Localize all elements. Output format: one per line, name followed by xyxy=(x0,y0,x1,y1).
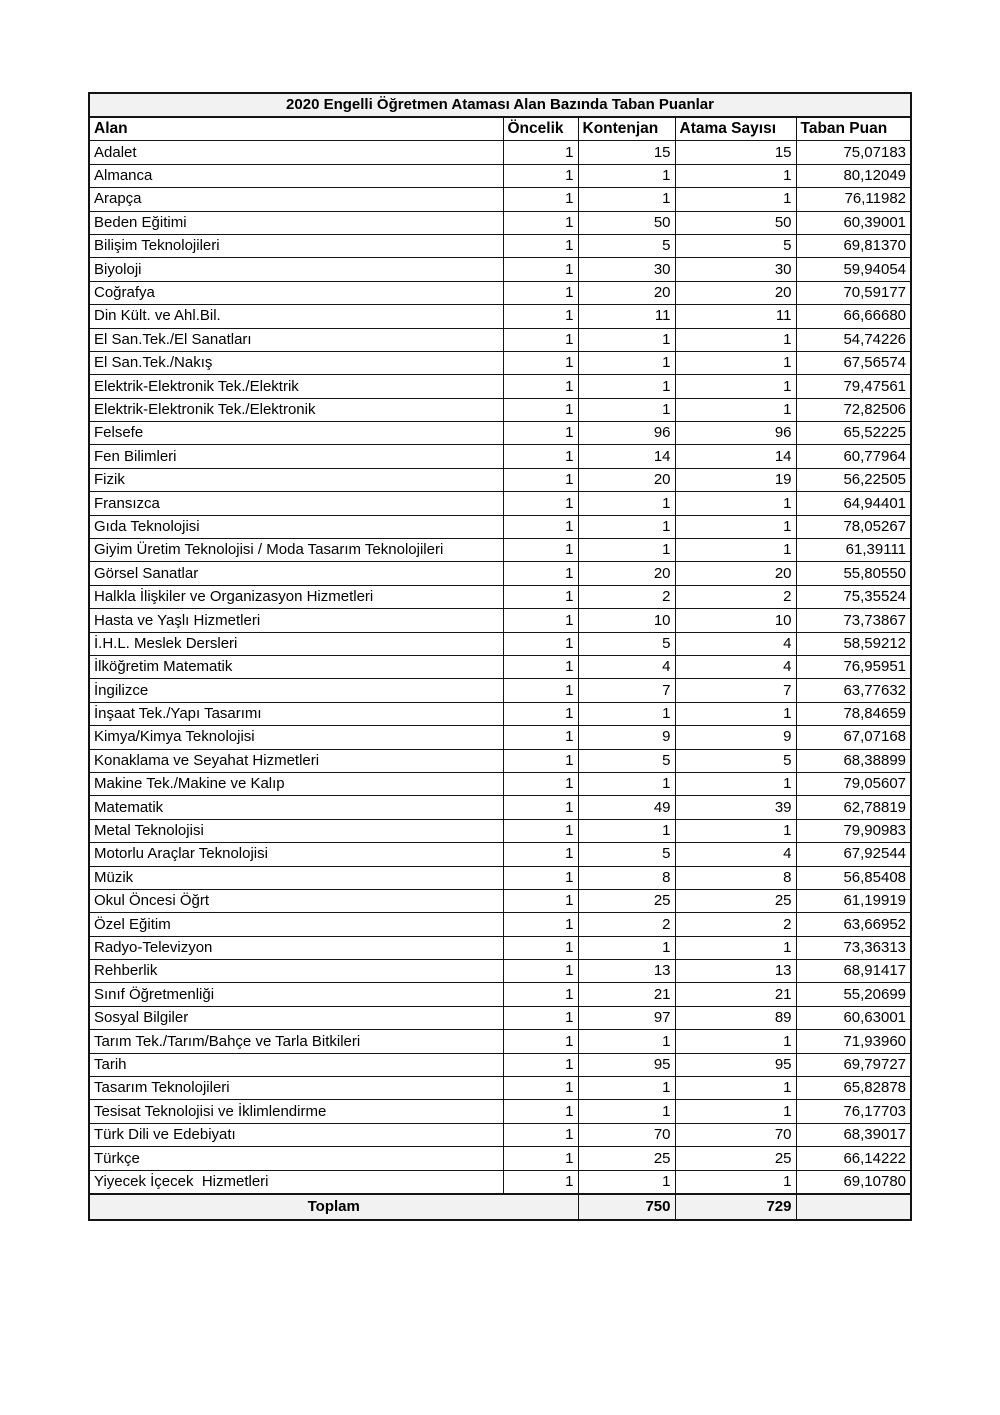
cell-atama-sayisi: 1 xyxy=(675,515,796,538)
cell-alan: Yiyecek İçecek Hizmetleri xyxy=(89,1170,503,1194)
cell-taban-puan: 69,10780 xyxy=(796,1170,911,1194)
table-body xyxy=(89,141,911,1194)
table-row xyxy=(89,609,911,632)
total-taban-empty xyxy=(796,1194,911,1220)
cell-atama-sayisi: 1 xyxy=(675,1077,796,1100)
total-row xyxy=(89,1194,911,1220)
table-row xyxy=(89,1170,911,1194)
cell-oncelik: 1 xyxy=(503,772,578,795)
cell-alan: El San.Tek./Nakış xyxy=(89,351,503,374)
cell-taban-puan: 66,14222 xyxy=(796,1147,911,1170)
cell-atama-sayisi: 89 xyxy=(675,1006,796,1029)
table-row xyxy=(89,492,911,515)
total-kontenjan: 750 xyxy=(578,1194,675,1220)
title-row xyxy=(89,93,911,117)
cell-kontenjan: 1 xyxy=(578,492,675,515)
cell-oncelik: 1 xyxy=(503,1030,578,1053)
cell-taban-puan: 78,05267 xyxy=(796,515,911,538)
cell-taban-puan: 68,38899 xyxy=(796,749,911,772)
cell-atama-sayisi: 2 xyxy=(675,585,796,608)
cell-oncelik: 1 xyxy=(503,796,578,819)
cell-atama-sayisi: 70 xyxy=(675,1123,796,1146)
cell-oncelik: 1 xyxy=(503,913,578,936)
cell-oncelik: 1 xyxy=(503,351,578,374)
cell-atama-sayisi: 1 xyxy=(675,772,796,795)
cell-alan: Konaklama ve Seyahat Hizmetleri xyxy=(89,749,503,772)
cell-kontenjan: 2 xyxy=(578,585,675,608)
cell-taban-puan: 64,94401 xyxy=(796,492,911,515)
cell-taban-puan: 75,35524 xyxy=(796,585,911,608)
table-row xyxy=(89,398,911,421)
cell-alan: Giyim Üretim Teknolojisi / Moda Tasarım Teknolojileri xyxy=(89,539,503,562)
cell-oncelik: 1 xyxy=(503,1147,578,1170)
cell-taban-puan: 65,82878 xyxy=(796,1077,911,1100)
cell-oncelik: 1 xyxy=(503,141,578,164)
cell-atama-sayisi: 14 xyxy=(675,445,796,468)
cell-taban-puan: 67,07168 xyxy=(796,726,911,749)
cell-alan: Beden Eğitimi xyxy=(89,211,503,234)
header-row xyxy=(89,117,911,141)
cell-oncelik: 1 xyxy=(503,889,578,912)
cell-atama-sayisi: 5 xyxy=(675,749,796,772)
cell-kontenjan: 97 xyxy=(578,1006,675,1029)
cell-kontenjan: 5 xyxy=(578,632,675,655)
total-label: Toplam xyxy=(89,1194,578,1220)
cell-taban-puan: 79,47561 xyxy=(796,375,911,398)
cell-atama-sayisi: 1 xyxy=(675,539,796,562)
cell-kontenjan: 21 xyxy=(578,983,675,1006)
cell-atama-sayisi: 8 xyxy=(675,866,796,889)
table-row xyxy=(89,562,911,585)
cell-atama-sayisi: 1 xyxy=(675,188,796,211)
cell-atama-sayisi: 96 xyxy=(675,422,796,445)
table-row xyxy=(89,422,911,445)
cell-oncelik: 1 xyxy=(503,422,578,445)
cell-kontenjan: 1 xyxy=(578,1030,675,1053)
cell-alan: Halkla İlişkiler ve Organizasyon Hizmetleri xyxy=(89,585,503,608)
cell-atama-sayisi: 20 xyxy=(675,281,796,304)
cell-taban-puan: 60,39001 xyxy=(796,211,911,234)
cell-atama-sayisi: 1 xyxy=(675,398,796,421)
cell-oncelik: 1 xyxy=(503,164,578,187)
cell-atama-sayisi: 25 xyxy=(675,1147,796,1170)
cell-alan: Okul Öncesi Öğrt xyxy=(89,889,503,912)
cell-alan: Din Kült. ve Ahl.Bil. xyxy=(89,305,503,328)
cell-taban-puan: 67,92544 xyxy=(796,843,911,866)
table-row xyxy=(89,960,911,983)
cell-alan: Tesisat Teknolojisi ve İklimlendirme xyxy=(89,1100,503,1123)
table-row xyxy=(89,141,911,164)
cell-kontenjan: 20 xyxy=(578,281,675,304)
cell-alan: Gıda Teknolojisi xyxy=(89,515,503,538)
cell-oncelik: 1 xyxy=(503,515,578,538)
cell-alan: Felsefe xyxy=(89,422,503,445)
table-row xyxy=(89,796,911,819)
cell-kontenjan: 20 xyxy=(578,562,675,585)
cell-atama-sayisi: 25 xyxy=(675,889,796,912)
taban-puanlar-table xyxy=(88,92,912,1221)
table-title: 2020 Engelli Öğretmen Ataması Alan Bazında Taban Puanlar xyxy=(89,93,911,117)
cell-oncelik: 1 xyxy=(503,1170,578,1194)
column-header-atama-sayisi: Atama Sayısı xyxy=(675,117,796,141)
cell-atama-sayisi: 1 xyxy=(675,328,796,351)
cell-alan: Müzik xyxy=(89,866,503,889)
table-row xyxy=(89,234,911,257)
cell-oncelik: 1 xyxy=(503,398,578,421)
cell-kontenjan: 25 xyxy=(578,889,675,912)
cell-alan: Fen Bilimleri xyxy=(89,445,503,468)
cell-oncelik: 1 xyxy=(503,1053,578,1076)
table-row xyxy=(89,211,911,234)
cell-kontenjan: 1 xyxy=(578,936,675,959)
cell-oncelik: 1 xyxy=(503,632,578,655)
cell-oncelik: 1 xyxy=(503,468,578,491)
cell-taban-puan: 56,85408 xyxy=(796,866,911,889)
column-header-oncelik: Öncelik xyxy=(503,117,578,141)
table-row xyxy=(89,445,911,468)
cell-atama-sayisi: 4 xyxy=(675,655,796,678)
cell-taban-puan: 54,74226 xyxy=(796,328,911,351)
table-row xyxy=(89,164,911,187)
cell-alan: Radyo-Televizyon xyxy=(89,936,503,959)
cell-atama-sayisi: 4 xyxy=(675,632,796,655)
cell-taban-puan: 79,90983 xyxy=(796,819,911,842)
table-row xyxy=(89,515,911,538)
cell-atama-sayisi: 4 xyxy=(675,843,796,866)
cell-kontenjan: 1 xyxy=(578,188,675,211)
cell-taban-puan: 62,78819 xyxy=(796,796,911,819)
table-row xyxy=(89,1100,911,1123)
cell-atama-sayisi: 11 xyxy=(675,305,796,328)
cell-atama-sayisi: 20 xyxy=(675,562,796,585)
cell-oncelik: 1 xyxy=(503,328,578,351)
cell-kontenjan: 7 xyxy=(578,679,675,702)
column-header-alan: Alan xyxy=(89,117,503,141)
table-row xyxy=(89,1053,911,1076)
cell-taban-puan: 80,12049 xyxy=(796,164,911,187)
cell-atama-sayisi: 1 xyxy=(675,1100,796,1123)
cell-atama-sayisi: 1 xyxy=(675,164,796,187)
cell-alan: Matematik xyxy=(89,796,503,819)
cell-taban-puan: 69,81370 xyxy=(796,234,911,257)
cell-kontenjan: 1 xyxy=(578,1100,675,1123)
cell-kontenjan: 1 xyxy=(578,164,675,187)
cell-kontenjan: 1 xyxy=(578,375,675,398)
cell-atama-sayisi: 95 xyxy=(675,1053,796,1076)
cell-kontenjan: 49 xyxy=(578,796,675,819)
cell-kontenjan: 1 xyxy=(578,539,675,562)
cell-kontenjan: 10 xyxy=(578,609,675,632)
cell-kontenjan: 4 xyxy=(578,655,675,678)
cell-atama-sayisi: 19 xyxy=(675,468,796,491)
cell-oncelik: 1 xyxy=(503,258,578,281)
cell-oncelik: 1 xyxy=(503,866,578,889)
table-row xyxy=(89,749,911,772)
cell-taban-puan: 65,52225 xyxy=(796,422,911,445)
cell-atama-sayisi: 1 xyxy=(675,1030,796,1053)
table-row xyxy=(89,1077,911,1100)
cell-kontenjan: 96 xyxy=(578,422,675,445)
cell-alan: Arapça xyxy=(89,188,503,211)
cell-oncelik: 1 xyxy=(503,843,578,866)
cell-taban-puan: 60,77964 xyxy=(796,445,911,468)
cell-oncelik: 1 xyxy=(503,585,578,608)
cell-kontenjan: 20 xyxy=(578,468,675,491)
cell-alan: El San.Tek./El Sanatları xyxy=(89,328,503,351)
cell-kontenjan: 1 xyxy=(578,351,675,374)
cell-atama-sayisi: 1 xyxy=(675,351,796,374)
cell-oncelik: 1 xyxy=(503,726,578,749)
cell-oncelik: 1 xyxy=(503,609,578,632)
cell-alan: Hasta ve Yaşlı Hizmetleri xyxy=(89,609,503,632)
table-row xyxy=(89,632,911,655)
cell-oncelik: 1 xyxy=(503,375,578,398)
cell-oncelik: 1 xyxy=(503,1123,578,1146)
cell-alan: Almanca xyxy=(89,164,503,187)
table-row xyxy=(89,1006,911,1029)
cell-oncelik: 1 xyxy=(503,983,578,1006)
cell-alan: İngilizce xyxy=(89,679,503,702)
cell-kontenjan: 15 xyxy=(578,141,675,164)
cell-alan: Makine Tek./Makine ve Kalıp xyxy=(89,772,503,795)
cell-alan: Biyoloji xyxy=(89,258,503,281)
cell-oncelik: 1 xyxy=(503,749,578,772)
cell-taban-puan: 55,80550 xyxy=(796,562,911,585)
cell-kontenjan: 8 xyxy=(578,866,675,889)
cell-alan: İ.H.L. Meslek Dersleri xyxy=(89,632,503,655)
cell-atama-sayisi: 50 xyxy=(675,211,796,234)
cell-taban-puan: 66,66680 xyxy=(796,305,911,328)
table-row xyxy=(89,983,911,1006)
cell-atama-sayisi: 13 xyxy=(675,960,796,983)
cell-oncelik: 1 xyxy=(503,679,578,702)
cell-taban-puan: 58,59212 xyxy=(796,632,911,655)
table-row xyxy=(89,936,911,959)
table-row xyxy=(89,351,911,374)
cell-taban-puan: 76,95951 xyxy=(796,655,911,678)
table-row xyxy=(89,281,911,304)
cell-oncelik: 1 xyxy=(503,188,578,211)
cell-atama-sayisi: 15 xyxy=(675,141,796,164)
cell-kontenjan: 1 xyxy=(578,702,675,725)
cell-alan: Sosyal Bilgiler xyxy=(89,1006,503,1029)
cell-alan: Rehberlik xyxy=(89,960,503,983)
cell-atama-sayisi: 1 xyxy=(675,375,796,398)
table-row xyxy=(89,1030,911,1053)
table-row xyxy=(89,375,911,398)
cell-atama-sayisi: 1 xyxy=(675,702,796,725)
cell-taban-puan: 75,07183 xyxy=(796,141,911,164)
table-row xyxy=(89,679,911,702)
cell-alan: Tarım Tek./Tarım/Bahçe ve Tarla Bitkileri xyxy=(89,1030,503,1053)
table-row xyxy=(89,866,911,889)
cell-taban-puan: 61,19919 xyxy=(796,889,911,912)
cell-oncelik: 1 xyxy=(503,655,578,678)
cell-kontenjan: 2 xyxy=(578,913,675,936)
table-row xyxy=(89,258,911,281)
cell-atama-sayisi: 39 xyxy=(675,796,796,819)
cell-oncelik: 1 xyxy=(503,1077,578,1100)
cell-taban-puan: 70,59177 xyxy=(796,281,911,304)
cell-taban-puan: 73,36313 xyxy=(796,936,911,959)
cell-oncelik: 1 xyxy=(503,960,578,983)
table-row xyxy=(89,1123,911,1146)
cell-oncelik: 1 xyxy=(503,936,578,959)
cell-atama-sayisi: 1 xyxy=(675,936,796,959)
cell-taban-puan: 67,56574 xyxy=(796,351,911,374)
cell-kontenjan: 5 xyxy=(578,843,675,866)
cell-alan: Metal Teknolojisi xyxy=(89,819,503,842)
total-atama: 729 xyxy=(675,1194,796,1220)
cell-taban-puan: 59,94054 xyxy=(796,258,911,281)
cell-atama-sayisi: 21 xyxy=(675,983,796,1006)
cell-taban-puan: 60,63001 xyxy=(796,1006,911,1029)
cell-alan: Elektrik-Elektronik Tek./Elektrik xyxy=(89,375,503,398)
table-row xyxy=(89,819,911,842)
table-row xyxy=(89,772,911,795)
column-header-kontenjan: Kontenjan xyxy=(578,117,675,141)
cell-alan: Coğrafya xyxy=(89,281,503,304)
table-row xyxy=(89,889,911,912)
cell-kontenjan: 1 xyxy=(578,772,675,795)
cell-oncelik: 1 xyxy=(503,539,578,562)
cell-kontenjan: 1 xyxy=(578,398,675,421)
cell-taban-puan: 76,17703 xyxy=(796,1100,911,1123)
cell-oncelik: 1 xyxy=(503,492,578,515)
cell-atama-sayisi: 1 xyxy=(675,1170,796,1194)
cell-alan: Türkçe xyxy=(89,1147,503,1170)
cell-atama-sayisi: 1 xyxy=(675,819,796,842)
cell-kontenjan: 11 xyxy=(578,305,675,328)
cell-taban-puan: 72,82506 xyxy=(796,398,911,421)
cell-atama-sayisi: 30 xyxy=(675,258,796,281)
cell-atama-sayisi: 1 xyxy=(675,492,796,515)
cell-alan: Adalet xyxy=(89,141,503,164)
table-row xyxy=(89,913,911,936)
cell-kontenjan: 1 xyxy=(578,515,675,538)
cell-oncelik: 1 xyxy=(503,281,578,304)
table-row xyxy=(89,539,911,562)
cell-alan: Fransızca xyxy=(89,492,503,515)
cell-oncelik: 1 xyxy=(503,702,578,725)
cell-oncelik: 1 xyxy=(503,211,578,234)
cell-kontenjan: 1 xyxy=(578,328,675,351)
cell-atama-sayisi: 10 xyxy=(675,609,796,632)
cell-taban-puan: 73,73867 xyxy=(796,609,911,632)
table-head xyxy=(89,93,911,141)
cell-kontenjan: 30 xyxy=(578,258,675,281)
cell-kontenjan: 13 xyxy=(578,960,675,983)
document-page xyxy=(88,92,912,1221)
cell-kontenjan: 1 xyxy=(578,819,675,842)
cell-taban-puan: 69,79727 xyxy=(796,1053,911,1076)
cell-atama-sayisi: 7 xyxy=(675,679,796,702)
cell-taban-puan: 63,77632 xyxy=(796,679,911,702)
table-row xyxy=(89,1147,911,1170)
cell-taban-puan: 56,22505 xyxy=(796,468,911,491)
cell-oncelik: 1 xyxy=(503,305,578,328)
cell-atama-sayisi: 9 xyxy=(675,726,796,749)
cell-taban-puan: 68,39017 xyxy=(796,1123,911,1146)
cell-atama-sayisi: 2 xyxy=(675,913,796,936)
cell-taban-puan: 61,39111 xyxy=(796,539,911,562)
cell-kontenjan: 1 xyxy=(578,1170,675,1194)
cell-kontenjan: 9 xyxy=(578,726,675,749)
cell-oncelik: 1 xyxy=(503,234,578,257)
cell-oncelik: 1 xyxy=(503,1006,578,1029)
cell-kontenjan: 50 xyxy=(578,211,675,234)
cell-taban-puan: 71,93960 xyxy=(796,1030,911,1053)
cell-alan: Tasarım Teknolojileri xyxy=(89,1077,503,1100)
cell-alan: Motorlu Araçlar Teknolojisi xyxy=(89,843,503,866)
cell-kontenjan: 5 xyxy=(578,749,675,772)
cell-alan: İnşaat Tek./Yapı Tasarımı xyxy=(89,702,503,725)
cell-taban-puan: 76,11982 xyxy=(796,188,911,211)
cell-oncelik: 1 xyxy=(503,445,578,468)
table-row xyxy=(89,468,911,491)
table-row xyxy=(89,585,911,608)
table-foot xyxy=(89,1194,911,1220)
cell-alan: Tarih xyxy=(89,1053,503,1076)
cell-taban-puan: 55,20699 xyxy=(796,983,911,1006)
cell-taban-puan: 79,05607 xyxy=(796,772,911,795)
table-row xyxy=(89,305,911,328)
cell-oncelik: 1 xyxy=(503,819,578,842)
table-row xyxy=(89,188,911,211)
cell-taban-puan: 63,66952 xyxy=(796,913,911,936)
cell-alan: Görsel Sanatlar xyxy=(89,562,503,585)
cell-oncelik: 1 xyxy=(503,1100,578,1123)
table-row xyxy=(89,655,911,678)
cell-alan: Elektrik-Elektronik Tek./Elektronik xyxy=(89,398,503,421)
cell-kontenjan: 70 xyxy=(578,1123,675,1146)
cell-atama-sayisi: 5 xyxy=(675,234,796,257)
cell-kontenjan: 5 xyxy=(578,234,675,257)
cell-kontenjan: 95 xyxy=(578,1053,675,1076)
cell-alan: Kimya/Kimya Teknolojisi xyxy=(89,726,503,749)
table-row xyxy=(89,726,911,749)
table-row xyxy=(89,328,911,351)
cell-oncelik: 1 xyxy=(503,562,578,585)
table-row xyxy=(89,843,911,866)
cell-kontenjan: 1 xyxy=(578,1077,675,1100)
column-header-taban-puan: Taban Puan xyxy=(796,117,911,141)
cell-taban-puan: 68,91417 xyxy=(796,960,911,983)
cell-taban-puan: 78,84659 xyxy=(796,702,911,725)
cell-kontenjan: 25 xyxy=(578,1147,675,1170)
cell-alan: Bilişim Teknolojileri xyxy=(89,234,503,257)
cell-alan: Türk Dili ve Edebiyatı xyxy=(89,1123,503,1146)
cell-kontenjan: 14 xyxy=(578,445,675,468)
cell-alan: Sınıf Öğretmenliği xyxy=(89,983,503,1006)
cell-alan: İlköğretim Matematik xyxy=(89,655,503,678)
table-row xyxy=(89,702,911,725)
cell-alan: Özel Eğitim xyxy=(89,913,503,936)
cell-alan: Fizik xyxy=(89,468,503,491)
